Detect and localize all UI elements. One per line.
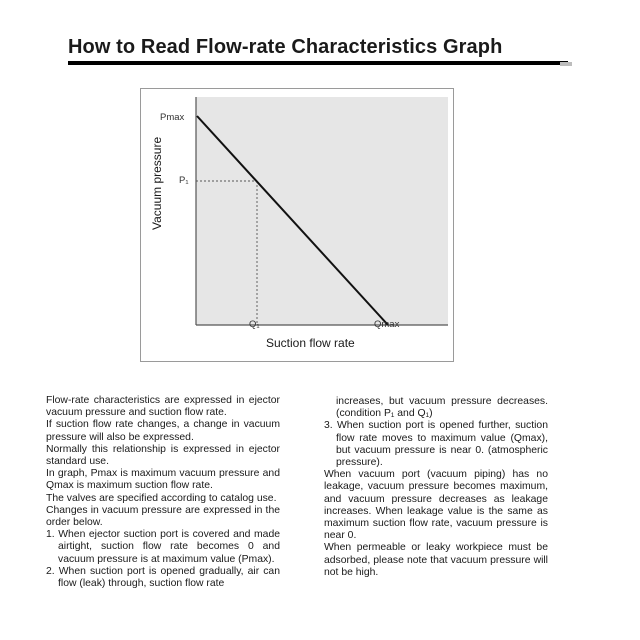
list-item-2: 2. When suction port is opened gradually, air can flow (leak) through, suction flow rate bbox=[46, 565, 280, 590]
y-tick-p1: P₁ bbox=[179, 175, 189, 186]
title-underline bbox=[68, 61, 568, 65]
list-item-3: 3. When suction port is opened further, suction flow rate moves to maximum value (Qmax), but vacuum pressure is near 0. (atmospheric pressure). bbox=[324, 420, 548, 469]
right-text-column bbox=[324, 396, 548, 579]
x-tick-qmax: Qmax bbox=[374, 319, 400, 330]
paragraph: In graph, Pmax is maximum vacuum pressure and Qmax is maximum suction flow rate. bbox=[46, 468, 280, 492]
paragraph: When vacuum port (vacuum piping) has no leakage, vacuum pressure becomes maximum, and vacuum pressure decreases as leakage increases. When leakage value is the same as maximum suction flow rate, vacuum pressure is near 0. bbox=[324, 469, 548, 542]
list-item-1: 1. When ejector suction port is covered and made airtight, suction flow rate becomes 0 and vacuum pressure is at maximum value (Pmax). bbox=[46, 529, 280, 565]
x-tick-q1: Q₁ bbox=[249, 319, 260, 330]
list-item-2-continued: increases, but vacuum pressure decreases. (condition P₁ and Q₁) bbox=[336, 396, 548, 420]
paragraph: If suction flow rate changes, a change in vacuum pressure will also be expressed. bbox=[46, 419, 280, 443]
paragraph: Flow-rate characteristics are expressed in ejector vacuum pressure and suction flow rate. bbox=[46, 395, 280, 419]
plot-area bbox=[196, 97, 448, 325]
paragraph: When permeable or leaky workpiece must be adsorbed, please note that vacuum pressure will not be high. bbox=[324, 542, 548, 578]
paragraph: Changes in vacuum pressure are expressed in the order below. bbox=[46, 504, 280, 529]
graph-canvas bbox=[141, 89, 453, 361]
y-tick-pmax: Pmax bbox=[160, 112, 185, 123]
left-text-column bbox=[46, 395, 280, 590]
page-title: How to Read Flow-rate Characteristics Graph bbox=[68, 36, 503, 58]
x-axis-label: Suction flow rate bbox=[266, 336, 355, 350]
paragraph: Normally this relationship is expressed in ejector standard use. bbox=[46, 443, 280, 468]
flow-rate-graph bbox=[140, 88, 454, 362]
title-underline-accent bbox=[560, 62, 572, 66]
paragraph: The valves are specified according to catalog use. bbox=[46, 492, 277, 504]
y-axis-label bbox=[150, 190, 164, 230]
